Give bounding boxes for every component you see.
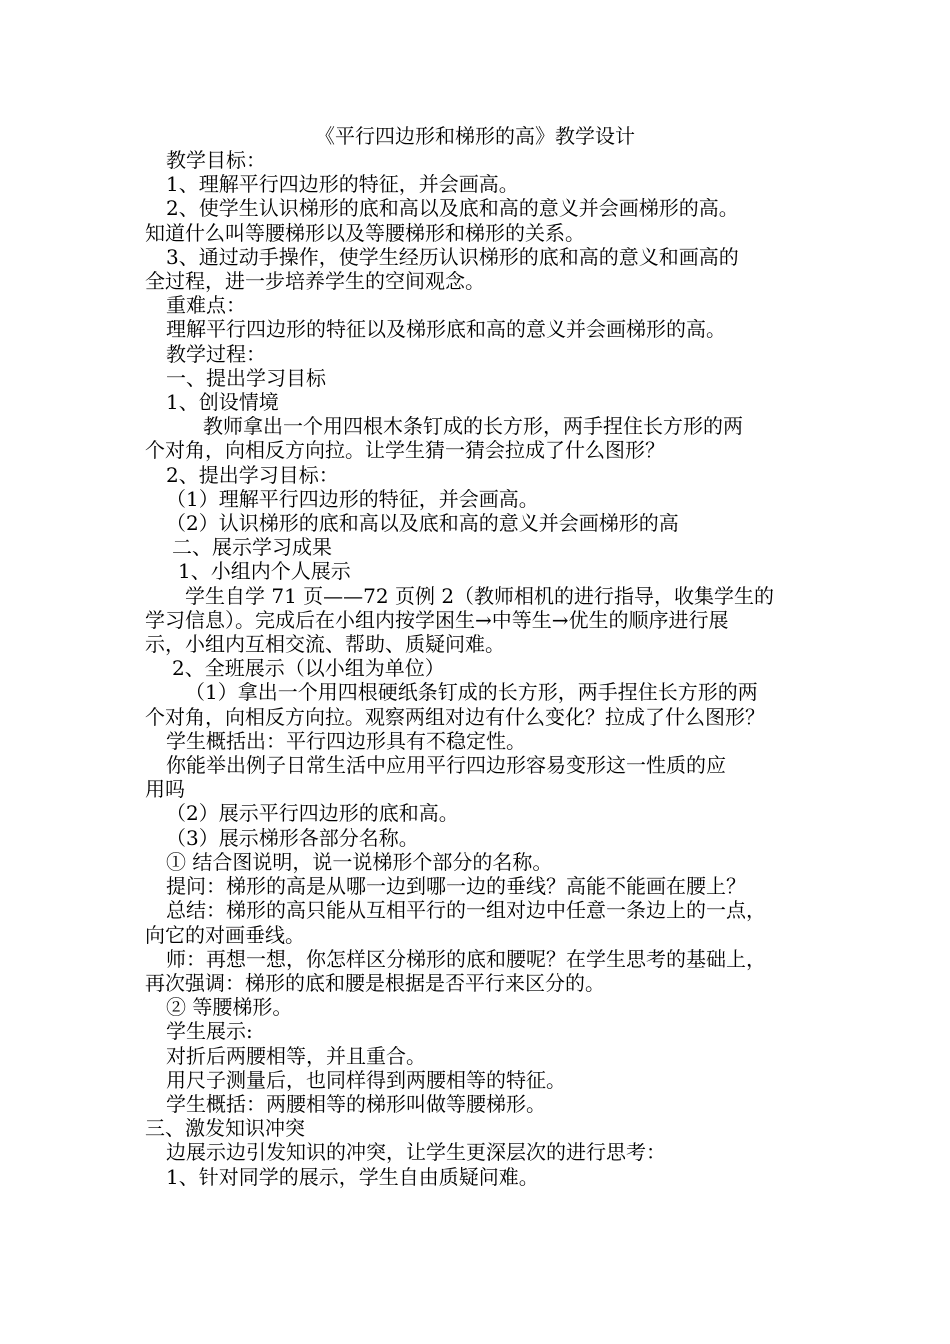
text-line: 全过程，进一步培养学生的空间观念。 bbox=[145, 269, 485, 294]
text-line: 个对角，向相反方向拉。让学生猜一猜会拉成了什么图形？ bbox=[145, 438, 665, 463]
text-line: ② 等腰梯形。 bbox=[166, 995, 293, 1020]
section-heading: 三、激发知识冲突 bbox=[145, 1116, 305, 1141]
text-line: 学生展示: bbox=[166, 1019, 253, 1044]
text-line: 用尺子测量后，也同样得到两腰相等的特征。 bbox=[166, 1067, 566, 1092]
text-line: 提问：梯形的高是从哪一边到哪一边的垂线？高能不能画在腰上？ bbox=[166, 874, 746, 899]
text-line: 总结：梯形的高只能从互相平行的一组对边中任意一条边上的一点， bbox=[166, 898, 766, 923]
text-line: 对折后两腰相等，并且重合。 bbox=[166, 1043, 426, 1068]
text-line: 你能举出例子日常生活中应用平行四边形容易变形这一性质的应 bbox=[166, 753, 726, 778]
section-heading: 二、展示学习成果 bbox=[172, 535, 332, 560]
text-line: 用吗 bbox=[145, 777, 185, 802]
text-line: （1）理解平行四边形的特征，并会画高。 bbox=[166, 486, 539, 511]
text-line: 示，小组内互相交流、帮助、质疑问难。 bbox=[145, 632, 505, 657]
text-line: 学习信息）。完成后在小组内按学困生→中等生→优生的顺序进行展 bbox=[145, 607, 729, 632]
text-line: 个对角，向相反方向拉。观察两组对边有什么变化？拉成了什么图形？ bbox=[145, 704, 765, 729]
text-line: 学生概括出：平行四边形具有不稳定性。 bbox=[166, 728, 526, 753]
section-heading: 一、提出学习目标 bbox=[166, 365, 326, 390]
section-heading: 教学目标： bbox=[166, 148, 266, 172]
text-line: 边展示边引发知识的冲突，让学生更深层次的进行思考： bbox=[166, 1140, 666, 1165]
document-body bbox=[145, 148, 825, 1189]
text-line: 向它的对画垂线。 bbox=[145, 922, 305, 947]
text-line: 师：再想一想，你怎样区分梯形的底和腰呢？在学生思考的基础上， bbox=[166, 946, 766, 971]
text-line: （1）拿出一个用四根硬纸条钉成的长方形，两手捏住长方形的两 bbox=[185, 680, 758, 705]
text-line: ① 结合图说明，说一说梯形个部分的名称。 bbox=[166, 849, 553, 874]
subsection-heading: 2、全班展示（以小组为单位） bbox=[172, 656, 445, 681]
text-line: 学生概括：两腰相等的梯形叫做等腰梯形。 bbox=[166, 1091, 546, 1116]
text-line: 再次强调：梯形的底和腰是根据是否平行来区分的。 bbox=[145, 970, 605, 995]
text-line: （2）认识梯形的底和高以及底和高的意义并会画梯形的高 bbox=[166, 511, 679, 536]
text-line: 理解平行四边形的特征以及梯形底和高的意义并会画梯形的高。 bbox=[166, 317, 726, 342]
text-line: （3）展示梯形各部分名称。 bbox=[166, 825, 419, 850]
text-line: 学生自学 71 页——72 页例 2（教师相机的进行指导，收集学生的 bbox=[185, 583, 775, 608]
text-line: 3、通过动手操作，使学生经历认识梯形的底和高的意义和画高的 bbox=[166, 244, 739, 269]
subsection-heading: 1、创设情境 bbox=[166, 390, 279, 415]
text-line: （2）展示平行四边形的底和高。 bbox=[166, 801, 459, 826]
text-line: 1、针对同学的展示，学生自由质疑问难。 bbox=[166, 1164, 539, 1189]
text-line: 2、使学生认识梯形的底和高以及底和高的意义并会画梯形的高。 bbox=[166, 196, 739, 221]
section-heading: 教学过程： bbox=[166, 341, 266, 366]
subsection-heading: 2、提出学习目标： bbox=[166, 462, 339, 487]
subsection-heading: 1、小组内个人展示 bbox=[178, 559, 351, 584]
text-line: 教师拿出一个用四根木条钉成的长方形，两手捏住长方形的两 bbox=[203, 414, 743, 439]
document-title: 《平行四边形和梯形的高》教学设计 bbox=[315, 124, 635, 148]
section-heading: 重难点： bbox=[166, 293, 246, 318]
text-line: 1、理解平行四边形的特征，并会画高。 bbox=[166, 172, 519, 197]
text-line: 知道什么叫等腰梯形以及等腰梯形和梯形的关系。 bbox=[145, 220, 585, 245]
